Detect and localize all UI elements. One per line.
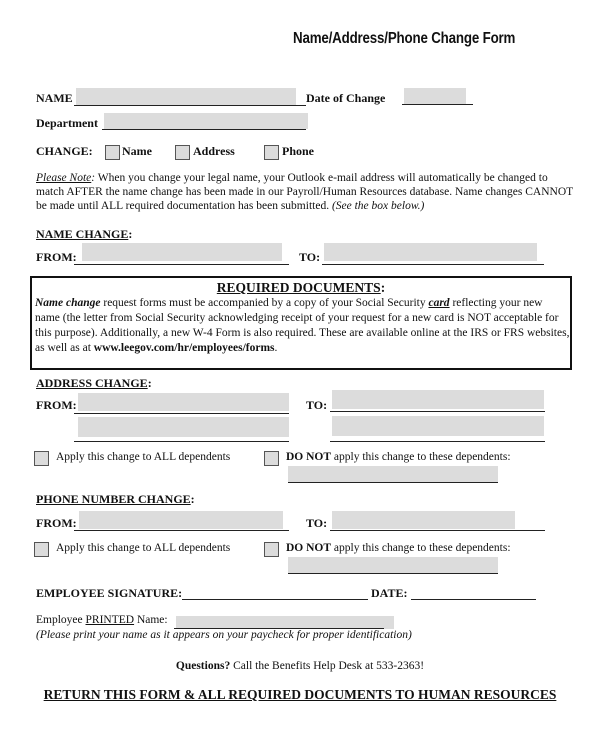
- name-change-heading: NAME CHANGE:: [36, 227, 133, 241]
- name-from-field[interactable]: [82, 243, 282, 261]
- date-of-change-label: Date of Change: [306, 91, 386, 105]
- date-of-change-field[interactable]: [404, 88, 466, 105]
- address-to-line1-field[interactable]: [332, 390, 544, 409]
- change-address-checkbox[interactable]: [175, 145, 190, 160]
- name-field[interactable]: [76, 88, 296, 105]
- address-dependents-underline: [288, 482, 498, 483]
- printed-name-label: Employee PRINTED Name:: [36, 614, 168, 626]
- phone-from-underline: [74, 530, 289, 531]
- signature-date-label: DATE:: [371, 586, 408, 600]
- name-from-underline: [74, 264, 289, 265]
- change-phone-label: Phone: [282, 144, 315, 158]
- return-form-instruction: RETURN THIS FORM & ALL REQUIRED DOCUMENTS TO HUMAN RESOURCES: [43, 687, 557, 702]
- department-label: Department: [36, 116, 98, 130]
- address-apply-all-label: Apply this change to ALL dependents: [56, 451, 231, 463]
- phone-apply-all-checkbox[interactable]: [34, 542, 49, 557]
- address-apply-all-checkbox[interactable]: [34, 451, 49, 466]
- phone-from-label: FROM:: [36, 516, 77, 530]
- required-documents-box: [30, 276, 572, 370]
- address-change-heading: ADDRESS CHANGE:: [36, 376, 152, 390]
- change-label: CHANGE:: [36, 144, 93, 158]
- department-field[interactable]: [104, 113, 308, 129]
- phone-dependents-field[interactable]: [288, 557, 498, 574]
- phone-to-underline: [330, 530, 545, 531]
- page-title: Name/Address/Phone Change Form: [293, 30, 516, 47]
- questions-line: Questions? Call the Benefits Help Desk at 533-2363!: [175, 660, 425, 672]
- forms-link[interactable]: www.leegov.com/hr/employees/forms: [93, 342, 275, 354]
- employee-signature-line[interactable]: [182, 599, 368, 600]
- address-to-line2-field[interactable]: [332, 416, 544, 436]
- name-label: NAME: [36, 91, 73, 105]
- address-from-label: FROM:: [36, 398, 77, 412]
- address-dependents-field[interactable]: [288, 466, 498, 483]
- address-do-not-apply-label: DO NOT apply this change to these dependents:: [286, 451, 511, 463]
- phone-to-label: TO:: [306, 516, 328, 530]
- required-documents-heading: REQUIRED DOCUMENTS:: [216, 280, 386, 295]
- name-from-label: FROM:: [36, 250, 77, 264]
- address-from-line2-field[interactable]: [78, 417, 289, 437]
- name-to-field[interactable]: [324, 243, 537, 261]
- change-phone-checkbox[interactable]: [264, 145, 279, 160]
- phone-do-not-apply-checkbox[interactable]: [264, 542, 279, 557]
- see-box-below: (See the box below.): [331, 200, 425, 212]
- name-to-label: TO:: [299, 250, 321, 264]
- address-from-line1-underline: [74, 413, 289, 414]
- phone-apply-all-label: Apply this change to ALL dependents: [56, 542, 231, 554]
- please-note-body: When you change your legal name, your Outlook e-mail address will automatically be changed to match AFTER the name change has been made in our Payroll/Human Resources database. Name changes CANNOT be made until ALL required documentation has been submitted.: [36, 172, 573, 212]
- please-note-paragraph: Please Note: When you change your legal name, your Outlook e-mail address will automatically be changed to match AFTER the name change has been made in our Payroll/Human Resources database. Name changes CANNOT be made until ALL required documentation has been submitted. (See the box below.): [36, 172, 573, 212]
- name-to-underline: [322, 264, 544, 265]
- phone-from-field[interactable]: [79, 511, 283, 529]
- date-of-change-underline: [402, 104, 473, 105]
- printed-name-note: (Please print your name as it appears on your paycheck for proper identification): [36, 629, 412, 641]
- address-to-line2-underline: [330, 441, 545, 442]
- please-note-lead: Please Note: [36, 172, 92, 184]
- phone-do-not-apply-label: DO NOT apply this change to these dependents:: [286, 542, 511, 554]
- address-to-line1-underline: [330, 411, 545, 412]
- address-from-line2-underline: [74, 441, 289, 442]
- phone-to-field[interactable]: [332, 511, 515, 529]
- change-address-label: Address: [193, 144, 235, 158]
- phone-dependents-underline: [288, 573, 498, 574]
- required-documents-body: Name change request forms must be accompanied by a copy of your Social Security card reflecting your new name (the letter from Social Security acknowledging receipt of your request for a new card is NOT acceptable for this purpose). Additionally, a new W-4 Form is also required. These are available online at the IRS or FRS websites, as well as at www.leegov.com/hr/employees/forms.: [35, 297, 570, 354]
- address-to-label: TO:: [306, 398, 328, 412]
- change-name-checkbox[interactable]: [105, 145, 120, 160]
- address-from-line1-field[interactable]: [78, 393, 289, 411]
- name-underline: [74, 105, 306, 106]
- change-name-label: Name: [122, 144, 152, 158]
- department-underline: [102, 129, 306, 130]
- phone-change-heading: PHONE NUMBER CHANGE:: [36, 492, 195, 506]
- signature-date-line[interactable]: [411, 599, 536, 600]
- address-do-not-apply-checkbox[interactable]: [264, 451, 279, 466]
- employee-signature-label: EMPLOYEE SIGNATURE:: [36, 586, 183, 600]
